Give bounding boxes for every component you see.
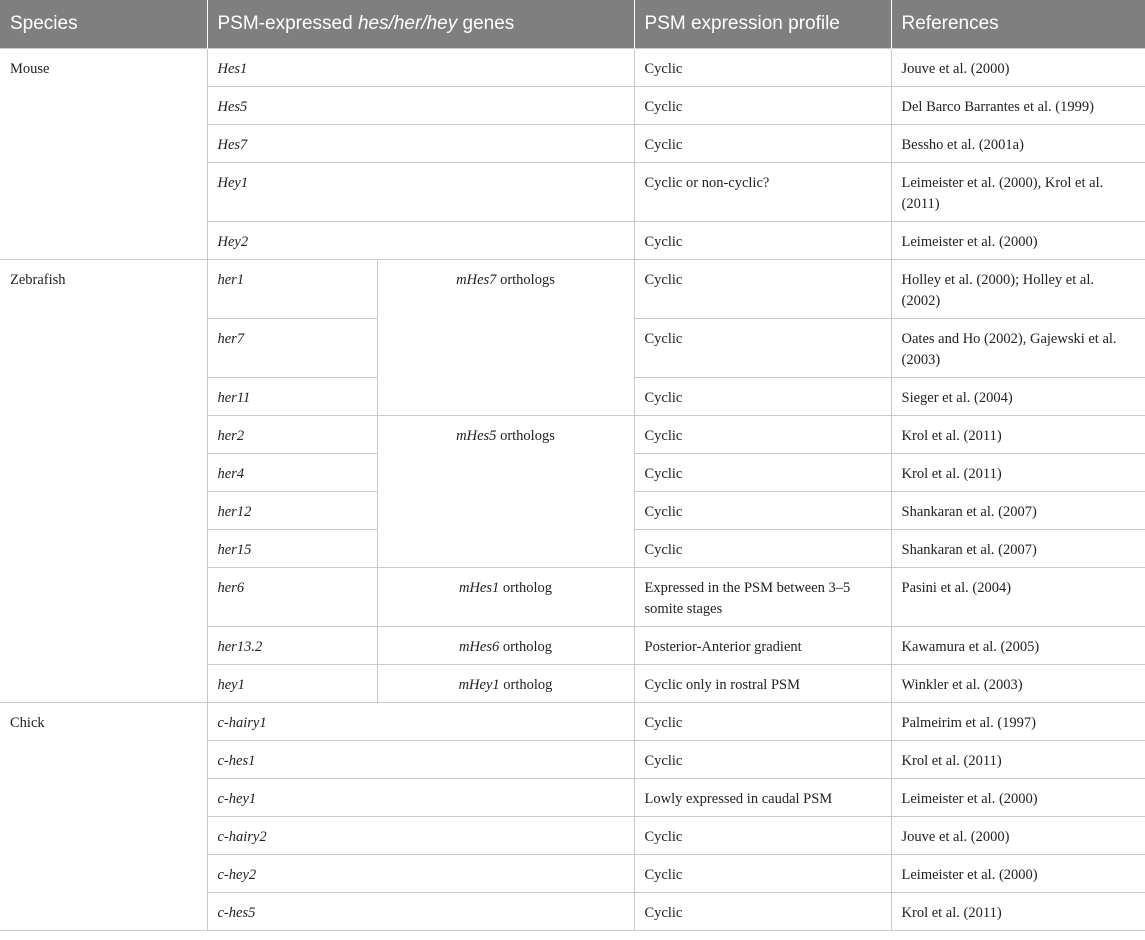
gene-cell: Hes1 [207, 49, 634, 87]
ortholog-suffix: orthologs [496, 428, 555, 444]
profile-cell: Cyclic [634, 319, 891, 378]
reference-cell: Krol et al. (2011) [891, 893, 1145, 931]
header-species: Species [0, 0, 207, 49]
header-profile: PSM expression profile [634, 0, 891, 49]
header-references: References [891, 0, 1145, 49]
profile-cell: Cyclic [634, 893, 891, 931]
gene-cell: her15 [207, 530, 377, 568]
header-genes [207, 0, 634, 49]
ortholog-suffix: orthologs [496, 272, 555, 288]
header-row [0, 0, 1145, 49]
gene-cell: Hey2 [207, 222, 634, 260]
ortholog-gene: mHes6 [458, 639, 500, 655]
reference-cell: Holley et al. (2000); Holley et al. (2002) [891, 260, 1145, 319]
profile-cell: Cyclic only in rostral PSM [634, 665, 891, 703]
profile-cell: Cyclic [634, 125, 891, 163]
profile-cell: Cyclic [634, 855, 891, 893]
gene-cell: hey1 [207, 665, 377, 703]
reference-cell: Del Barco Barrantes et al. (1999) [891, 87, 1145, 125]
ortholog-cell [377, 665, 634, 703]
species-cell-zebrafish: Zebrafish [0, 260, 207, 703]
reference-cell: Palmeirim et al. (1997) [891, 703, 1145, 741]
profile-cell: Cyclic [634, 454, 891, 492]
profile-cell: Cyclic [634, 817, 891, 855]
reference-cell: Winkler et al. (2003) [891, 665, 1145, 703]
profile-cell: Lowly expressed in caudal PSM [634, 779, 891, 817]
reference-cell: Leimeister et al. (2000) [891, 779, 1145, 817]
reference-cell: Jouve et al. (2000) [891, 817, 1145, 855]
reference-cell: Shankaran et al. (2007) [891, 492, 1145, 530]
profile-cell: Cyclic [634, 530, 891, 568]
header-genes-italic: hes/her/hey [357, 13, 458, 34]
gene-cell: her6 [207, 568, 377, 627]
reference-cell: Leimeister et al. (2000) [891, 855, 1145, 893]
ortholog-suffix: ortholog [499, 639, 553, 655]
profile-cell: Cyclic [634, 741, 891, 779]
gene-cell: c-hes1 [207, 741, 634, 779]
gene-cell: her4 [207, 454, 377, 492]
header-genes-suffix: genes [457, 13, 515, 34]
ortholog-cell [377, 568, 634, 627]
gene-cell: her7 [207, 319, 377, 378]
reference-cell: Krol et al. (2011) [891, 416, 1145, 454]
ortholog-cell [377, 627, 634, 665]
gene-cell: c-hey1 [207, 779, 634, 817]
ortholog-gene: mHey1 [458, 677, 500, 693]
table-row [0, 260, 1145, 319]
ortholog-suffix: ortholog [499, 580, 553, 596]
ortholog-gene: mHes5 [456, 428, 497, 444]
species-cell-chick: Chick [0, 703, 207, 931]
profile-cell: Posterior-Anterior gradient [634, 627, 891, 665]
profile-cell: Cyclic [634, 492, 891, 530]
reference-cell: Krol et al. (2011) [891, 741, 1145, 779]
profile-cell: Cyclic [634, 222, 891, 260]
profile-cell: Cyclic [634, 703, 891, 741]
ortholog-cell [377, 416, 634, 568]
gene-cell: c-hairy2 [207, 817, 634, 855]
gene-cell: her13.2 [207, 627, 377, 665]
ortholog-gene: mHes7 [456, 272, 497, 288]
gene-cell: Hey1 [207, 163, 634, 222]
reference-cell: Leimeister et al. (2000) [891, 222, 1145, 260]
reference-cell: Pasini et al. (2004) [891, 568, 1145, 627]
gene-cell: c-hairy1 [207, 703, 634, 741]
reference-cell: Shankaran et al. (2007) [891, 530, 1145, 568]
ortholog-cell [377, 260, 634, 416]
header-genes-prefix: PSM-expressed [217, 13, 358, 34]
reference-cell: Kawamura et al. (2005) [891, 627, 1145, 665]
table-row [0, 49, 1145, 87]
reference-cell: Krol et al. (2011) [891, 454, 1145, 492]
profile-cell: Cyclic or non-cyclic? [634, 163, 891, 222]
gene-cell: her12 [207, 492, 377, 530]
gene-cell: her1 [207, 260, 377, 319]
profile-cell: Cyclic [634, 416, 891, 454]
gene-cell: her2 [207, 416, 377, 454]
gene-cell: c-hes5 [207, 893, 634, 931]
gene-cell: Hes5 [207, 87, 634, 125]
ortholog-suffix: ortholog [499, 677, 553, 693]
gene-cell: her11 [207, 378, 377, 416]
profile-cell: Cyclic [634, 260, 891, 319]
gene-cell: Hes7 [207, 125, 634, 163]
reference-cell: Leimeister et al. (2000), Krol et al. (2011) [891, 163, 1145, 222]
gene-cell: c-hey2 [207, 855, 634, 893]
profile-cell: Cyclic [634, 87, 891, 125]
ortholog-gene: mHes1 [458, 580, 500, 596]
profile-cell: Expressed in the PSM between 3–5 somite stages [634, 568, 891, 627]
reference-cell: Oates and Ho (2002), Gajewski et al. (2003) [891, 319, 1145, 378]
reference-cell: Sieger et al. (2004) [891, 378, 1145, 416]
table-row [0, 703, 1145, 741]
species-cell-mouse: Mouse [0, 49, 207, 260]
profile-cell: Cyclic [634, 378, 891, 416]
reference-cell: Bessho et al. (2001a) [891, 125, 1145, 163]
profile-cell: Cyclic [634, 49, 891, 87]
reference-cell: Jouve et al. (2000) [891, 49, 1145, 87]
